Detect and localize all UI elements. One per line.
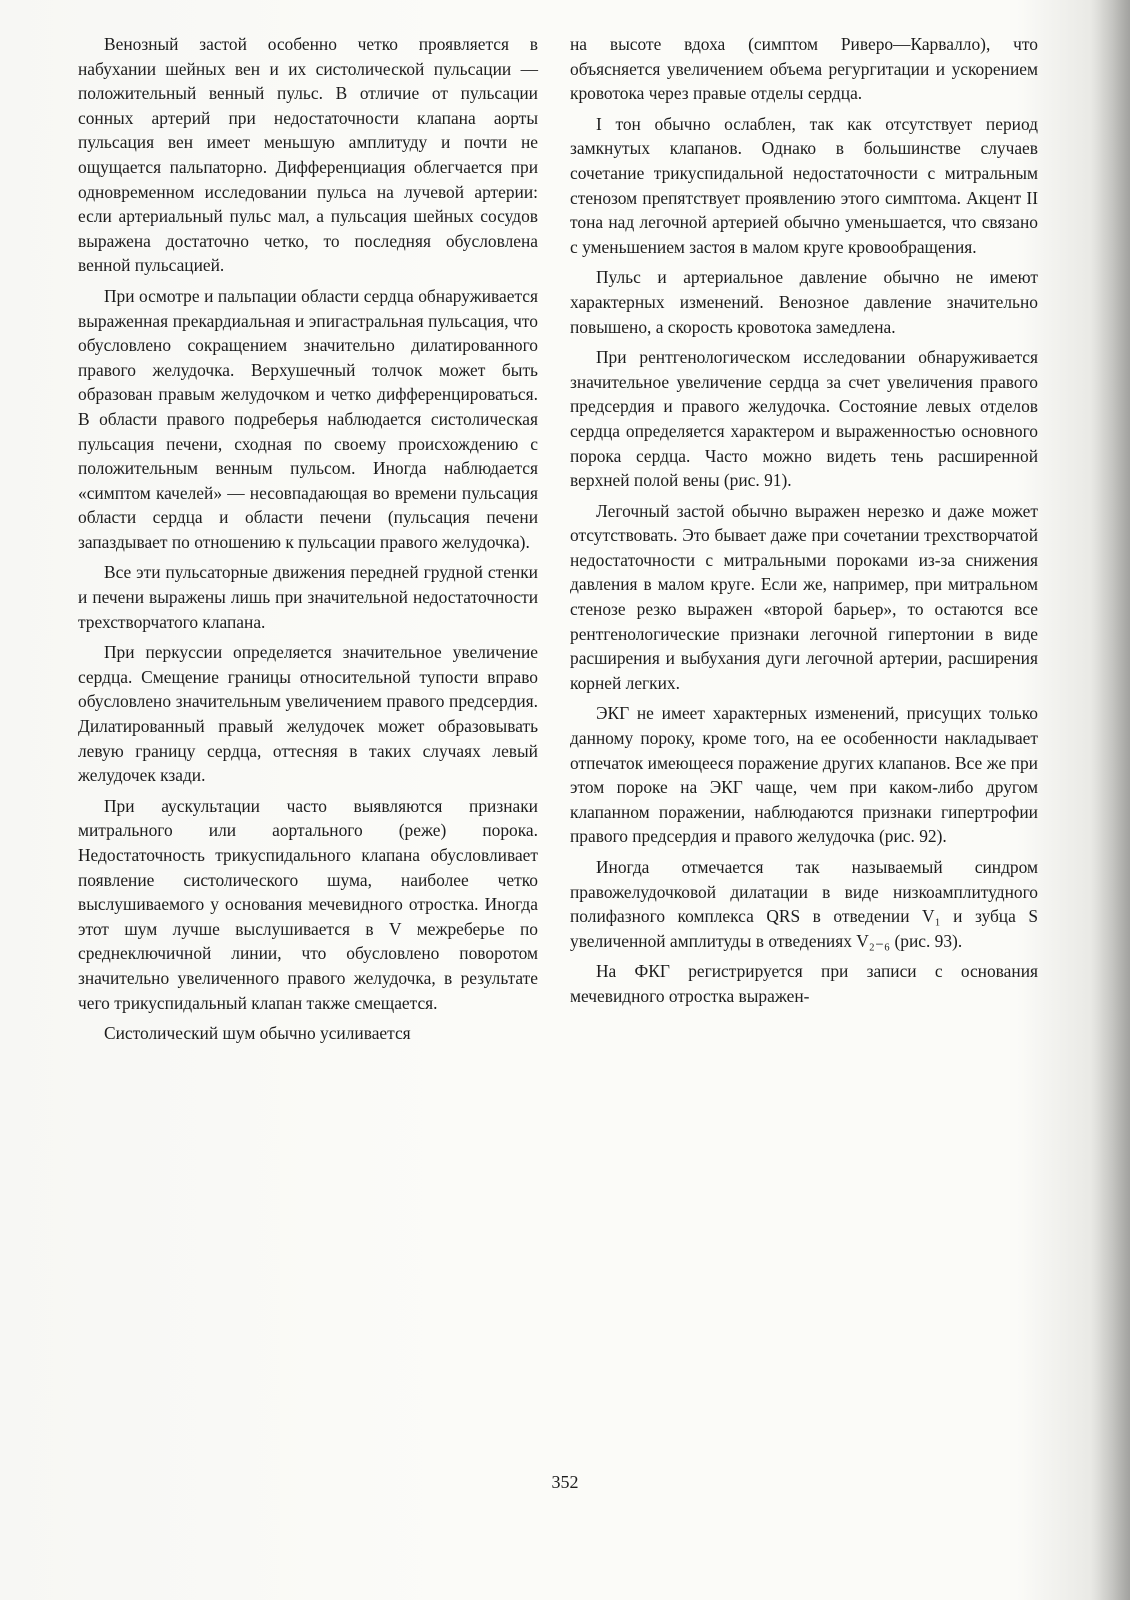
paragraph: Легочный застой обычно выражен нерезко и даже может отсутствовать. Это бывает даже при сочетании трехстворчатой недостаточности с митральными пороками из-за снижения давления в малом круге. Если же, например, при митральном стенозе резко выражен «второй барьер», то остаются все рентгенологические признаки легочной гипертонии в виде расширения и выбухания дуги легочной артерии, расширения корней легких. <box>570 500 1038 693</box>
page-number: 352 <box>551 1472 579 1492</box>
paragraph: Иногда отмечается так называемый синдром правожелудочковой дилатации в виде низкоамплитудного полифазного комплекса QRS в отведении V₁ и зубца S увеличенной амплитуды в отведениях V₂₋₆ (рис. 93). <box>570 857 1038 951</box>
paragraph: Все эти пульсаторные движения передней грудной стенки и печени выражены лишь при значительной недостаточности трехстворчатого клапана. <box>78 562 538 632</box>
paragraph: ЭКГ не имеет характерных изменений, присущих только данному пороку, кроме того, на ее особенности накладывает отпечаток имеющееся поражение других клапанов. Все же при этом пороке на ЭКГ чаще, чем при каком-либо другом клапанном поражении, наблюдаются признаки гипертрофии правого предсердия и правого желудочка (рис. 92). <box>570 703 1038 847</box>
paragraph-continuation: на высоте вдоха (симптом Риверо—Карвалло), что объясняется увеличением объема регургитации и ускорением кровотока через правые отделы сердца. <box>570 34 1038 104</box>
paragraph: При аускультации часто выявляются признаки митрального или аортального (реже) порока. Недостаточность трикуспидального клапана обусловливает появление систолического шума, наиболее четко выслушиваемого у основания мечевидного отростка. Иногда этот шум лучше выслушивается в V межреберье по среднеключичной линии, что обусловлено поворотом значительно увеличенного правого желудочка, в результате чего трикуспидальный клапан также смещается. <box>78 795 538 1013</box>
left-column <box>78 32 538 1052</box>
paragraph: Пульс и артериальное давление обычно не имеют характерных изменений. Венозное давление значительно повышено, а скорость кровотока замедлена. <box>570 267 1038 337</box>
paragraph: На ФКГ регистрируется при записи с основания мечевидного отростка выражен- <box>570 961 1038 1006</box>
paragraph: Систолический шум обычно усиливается <box>104 1023 411 1044</box>
paragraph: При рентгенологическом исследовании обнаруживается значительное увеличение сердца за счет увеличения правого предсердия и правого желудочка. Состояние левых отделов сердца определяется характером и выраженностью основного порока сердца. Часто можно видеть тень расширенной верхней полой вены (рис. 91). <box>570 347 1038 491</box>
paragraph: I тон обычно ослаблен, так как отсутствует период замкнутых клапанов. Однако в большинстве случаев сочетание трикуспидальной недостаточности с митральным стенозом препятствует проявлению этого симптома. Акцент II тона над легочной артерией обычно уменьшается, что связано с уменьшением застоя в малом круге кровообращения. <box>570 113 1038 257</box>
paragraph: При осмотре и пальпации области сердца обнаруживается выраженная прекардиальная и эпигастральная пульсация, что обусловлено сокращением значительно дилатированного правого желудочка. Верхушечный толчок может быть образован правым желудочком и четко дифференцироваться. В области правого подреберья наблюдается систолическая пульсация печени, сходная по своему происхождению с положительным венным пульсом. Иногда наблюдается «симптом качелей» — несовпадающая во времени пульсация области сердца и области печени (пульсация печени запаздывает по отношению к пульсации правого желудочка). <box>78 285 538 552</box>
page-edge-shadow <box>1090 0 1130 1600</box>
paragraph: При перкуссии определяется значительное увеличение сердца. Смещение границы относительной тупости вправо обусловлено значительным увеличением правого предсердия. Дилатированный правый желудочек может образовывать левую границу сердца, оттесняя в таких случаях левый желудочек кзади. <box>78 642 538 786</box>
right-column <box>570 32 1038 1015</box>
paragraph: Венозный застой особенно четко проявляется в набухании шейных вен и их систолической пульсации — положительный венный пульс. В отличие от пульсации сонных артерий при недостаточности клапана аорты пульсация вен имеет меньшую амплитуду и почти не ощущается пальпаторно. Дифференциация облегчается при одновременном исследовании пульса на лучевой артерии: если артериальный пульс мал, а пульсация шейных сосудов выражена достаточно четко, то последняя обусловлена венной пульсацией. <box>78 34 538 276</box>
